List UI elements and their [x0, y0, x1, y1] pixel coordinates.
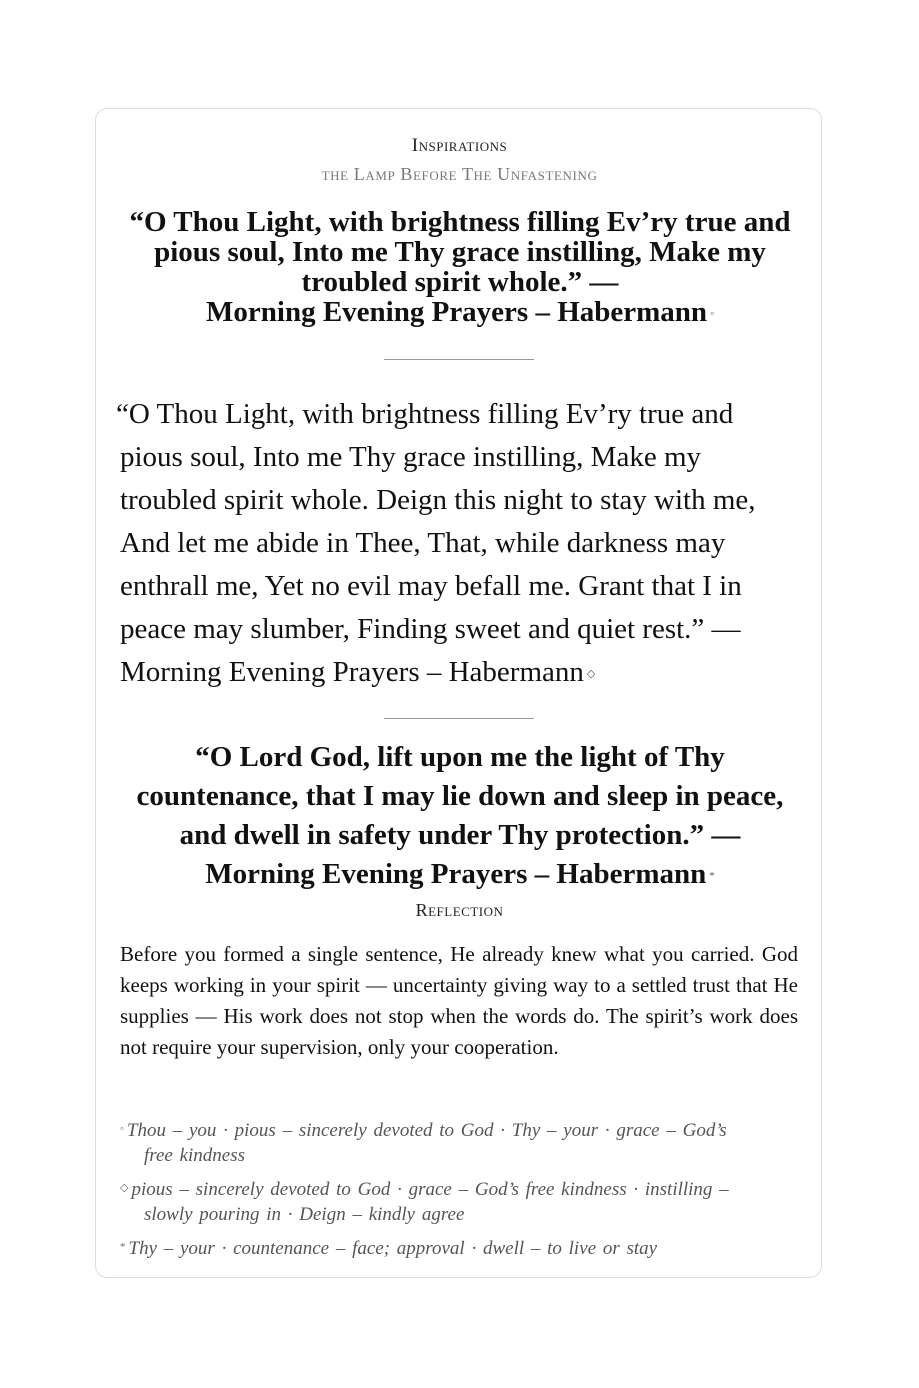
body-quote-text: “O Thou Light, with brightness filling Ev’ry true and pious soul, Into me Thy grace instilling, Make my troubled spirit whole. Deign this night to stay with me, And let me abide in Thee, That, while darkness may enthrall me, Yet no evil may befall me. Grant that I in peace may slumber, Finding sweet and quiet rest.” — Morning Evening Prayers – Habermann [116, 398, 756, 688]
footnote-marker: * [120, 1241, 126, 1253]
divider [384, 718, 534, 719]
featured-quote-text: “O Thou Light, with brightness filling Ev’ry true and pious soul, Into me Thy grace instilling, Make my troubled spirit whole.” — [129, 206, 791, 298]
featured-quote-attribution: Morning Evening Prayers – Habermann [206, 296, 708, 328]
footnotes [120, 1117, 740, 1269]
footnote-marker: ◦ [710, 308, 714, 321]
second-quote-text: “O Lord God, lift upon me the light of Thy countenance, that I may lie down and sleep in peace, and dwell in safety under Thy protection.” — [136, 741, 784, 851]
body-quote [116, 393, 800, 696]
footnote [120, 1117, 740, 1168]
footnote [120, 1176, 740, 1227]
page-subtitle: the Lamp Before The Unfastening [321, 164, 598, 184]
footnote-marker: ◇ [586, 667, 596, 680]
footnote-text: Thou – you · pious – sincerely devoted to God · Thy – your · grace – God’s free kindness [126, 1120, 727, 1166]
reflection-text: Before you formed a single sentence, He already knew what you carried. God keeps working in your spirit — uncertainty giving way to a settled trust that He supplies — His work does not stop when the words do. The spirit’s work does not require your supervision, only your cooperation. [120, 942, 798, 1059]
footnote-marker: * [709, 869, 715, 882]
divider [384, 359, 534, 360]
footnote-marker: ◦ [120, 1123, 124, 1135]
reflection-heading: Reflection [415, 900, 504, 920]
footnote-text: Thy – your · countenance – face; approval · dwell – to live or stay [128, 1238, 658, 1259]
second-quote-attribution: Morning Evening Prayers – Habermann [205, 858, 707, 890]
footnote-marker: ◇ [120, 1182, 129, 1194]
page-title: Inspirations [411, 135, 508, 156]
footnote [120, 1235, 740, 1261]
second-quote [120, 738, 800, 896]
footnote-text: pious – sincerely devoted to God · grace – God’s free kindness · instilling – slowly pouring in · Deign – kindly agree [131, 1179, 729, 1225]
featured-quote [120, 207, 800, 329]
